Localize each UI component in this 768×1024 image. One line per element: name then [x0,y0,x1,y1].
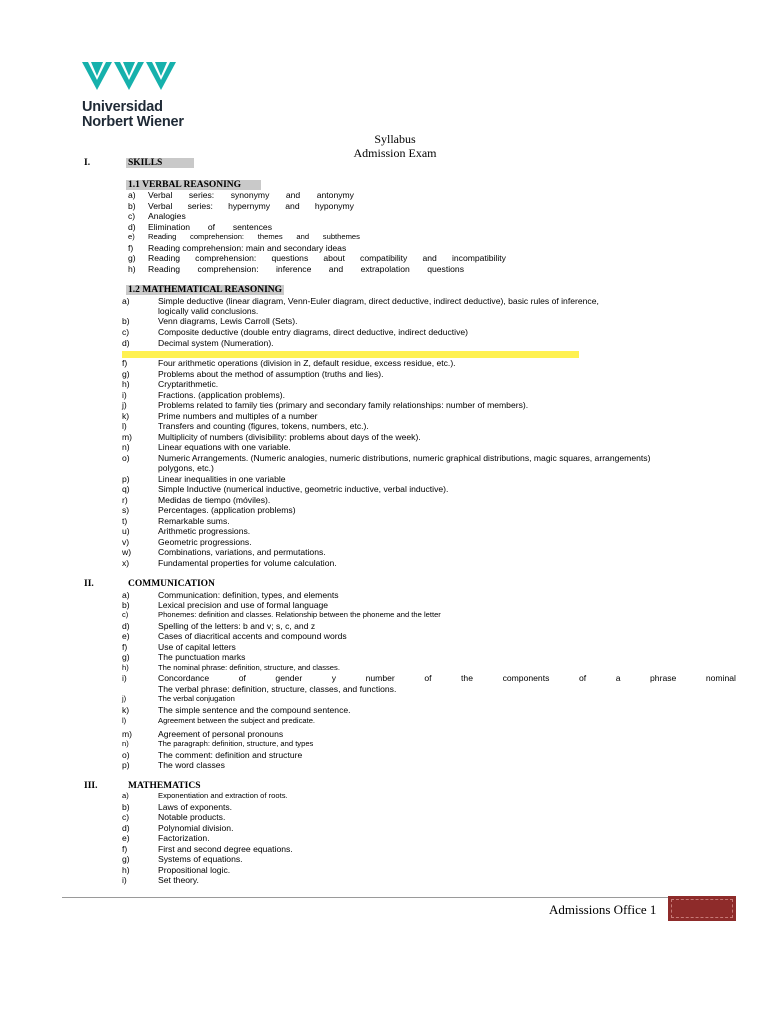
list-item-text: Agreement of personal pronouns [158,729,284,739]
list-item-text: The nominal phrase: definition, structure, and classes. [158,663,340,672]
subsection-heading-verbal: 1.1 VERBAL REASONING [126,180,261,190]
word: number [365,673,395,683]
doc-subtitle: Admission Exam [353,146,437,160]
list-item-letter: i) [122,875,127,885]
list-item-letter: f) [122,844,128,854]
word: Reading [148,253,181,263]
word: series: [188,190,215,200]
list-item-text [148,201,354,211]
word: of [207,222,216,232]
list-item-text: Fundamental properties for volume calculation. [158,558,337,568]
list-item-letter: a) [122,791,129,800]
list-item-text: Simple deductive (linear diagram, Venn-Euler diagram, direct deductive, indirect deductive), basic rules of inference, [158,296,599,306]
word: Reading comprehension: main and secondary ideas [148,243,347,253]
list-item-text: Four arithmetic operations (division in Z, default residue, excess residue, etc.). [158,358,456,368]
word: components [502,673,550,683]
list-item-letter: p) [122,474,130,484]
list-item-text: Combinations, variations, and permutations. [158,547,326,557]
word: and [285,190,301,200]
list-item-letter: b) [122,600,130,610]
word: phrase [650,673,677,683]
list-item-letter: n) [122,739,129,748]
list-item-text: polygons, etc.) [158,463,214,473]
list-item-letter: e) [128,232,135,241]
word: Reading [148,264,181,274]
list-item-letter: d) [122,338,130,348]
list-item-text: Use of capital letters [158,642,236,652]
list-item-text: Lexical precision and use of formal language [158,600,329,610]
list-item-letter: a) [128,190,136,200]
list-item-text: First and second degree equations. [158,844,293,854]
word: synonymy [230,190,270,200]
list-item-letter: x) [122,558,130,568]
word: compatibility [360,253,408,263]
list-item-letter: i) [122,390,127,400]
logo-line-1: Universidad [82,99,163,115]
word: a [615,673,621,683]
section-numeral-2: II. [84,579,94,589]
list-item-text [148,211,186,221]
list-item-letter: a) [122,590,130,600]
list-item-letter: c) [122,610,129,619]
list-item-letter: h) [128,264,136,274]
section-numeral-3: III. [84,781,98,791]
word: of [424,673,432,683]
list-item-letter: c) [122,327,130,337]
word: of [238,673,246,683]
list-item-letter: j) [122,694,127,703]
list-item-text: Exponentiation and extraction of roots. [158,791,288,800]
list-item-text: Cases of diacritical accents and compound words [158,631,347,641]
word: subthemes [322,232,360,241]
list-item-text: Fractions. (application problems). [158,390,286,400]
list-item-letter: f) [128,243,134,253]
word: Verbal [148,201,173,211]
list-item-letter: w) [122,547,132,557]
word: and [328,264,344,274]
list-item-letter: g) [122,854,130,864]
list-item-letter: v) [122,537,130,547]
list-item-letter: h) [122,865,130,875]
word: y [331,673,337,683]
list-item-text: Remarkable sums. [158,516,230,526]
list-item-letter: n) [122,442,130,452]
list-item-text: Medidas de tiempo (móviles). [158,495,271,505]
list-item-text: The verbal conjugation [158,694,235,703]
list-item-letter: f) [122,358,128,368]
list-item-letter: k) [122,411,130,421]
list-item-letter: f) [122,642,128,652]
list-item-text: Spelling of the letters: b and v; s, c, and z [158,621,316,631]
list-item-text: Prime numbers and multiples of a number [158,411,318,421]
list-item-text [148,253,506,263]
list-item-letter: j) [122,400,127,410]
list-item-letter: g) [122,652,130,662]
list-item-text: Propositional logic. [158,865,231,875]
list-item-letter: l) [122,716,127,725]
list-item-letter: h) [122,379,130,389]
list-item-letter: o) [122,453,130,463]
list-item-text [148,232,360,242]
list-item-letter: h) [122,663,129,672]
list-item-text: Composite deductive (double entry diagrams, direct deductive, indirect deductive) [158,327,469,337]
word: Elimination [148,222,191,232]
list-item-text: Problems related to family ties (primary and secondary family relationships: number of members). [158,400,529,410]
list-item-text [158,673,736,683]
list-item-letter: m) [122,432,133,442]
list-item-text: Linear inequalities in one variable [158,474,286,484]
list-item-text [148,243,346,253]
subsection-heading-math-reasoning: 1.2 MATHEMATICAL REASONING [128,285,283,295]
list-item-text [148,264,464,274]
word: Analogies [148,211,186,221]
list-item-text: Notable products. [158,812,226,822]
list-item-letter: g) [128,253,136,263]
list-item-text: Linear equations with one variable. [158,442,291,452]
list-item-text: Phonemes: definition and classes. Relationship between the phoneme and the letter [158,610,441,619]
list-item-text: Transfers and counting (figures, tokens, numbers, etc.). [158,421,369,431]
word: about [323,253,345,263]
list-item-letter: o) [122,750,130,760]
word: the [461,673,473,683]
list-item-letter: a) [122,296,130,306]
word: and [285,201,300,211]
list-item-text [148,190,354,200]
list-item-text: The comment: definition and structure [158,750,303,760]
word: inference [276,264,312,274]
list-item-text: Venn diagrams, Lewis Carroll (Sets). [158,316,298,326]
word: questions [271,253,309,263]
footer-color-box [668,896,736,921]
list-item-text: Systems of equations. [158,854,243,864]
word: comprehension: [190,232,245,241]
word: antonymy [316,190,354,200]
word: extrapolation [360,264,410,274]
list-item-letter: q) [122,484,130,494]
list-item-text: Percentages. (application problems) [158,505,296,515]
list-item-letter: b) [128,201,136,211]
list-item-letter: u) [122,526,130,536]
word: and [422,253,437,263]
list-item-text: Factorization. [158,833,210,843]
word: hypernymy [228,201,271,211]
list-item-text: Multiplicity of numbers (divisibility: problems about days of the week). [158,432,421,442]
word: nominal [705,673,736,683]
word: comprehension: [197,264,259,274]
list-item-text: Numeric Arrangements. (Numeric analogies, numeric distributions, numeric graphical distributions, magic squares, arrangements) [158,453,651,463]
list-item-text [148,222,272,232]
list-item-text: logically valid conclusions. [158,306,259,316]
list-item-letter: d) [122,823,130,833]
word: of [578,673,587,683]
list-item-letter: c) [122,812,130,822]
list-item-letter: p) [122,760,130,770]
list-item-letter: k) [122,705,130,715]
word: hyponymy [314,201,354,211]
list-item-letter: r) [122,495,128,505]
list-item-letter: g) [122,369,130,379]
section-heading-communication: COMMUNICATION [128,579,215,589]
word: Verbal [148,190,173,200]
list-item-letter: l) [122,421,127,431]
list-item-text: The verbal phrase: definition, structure, classes, and functions. [158,684,397,694]
list-item-text: Decimal system (Numeration). [158,338,274,348]
list-item-letter: t) [122,516,128,526]
list-item-text: Geometric progressions. [158,537,252,547]
list-item-text: The simple sentence and the compound sentence. [158,705,351,715]
doc-title: Syllabus [374,132,416,146]
list-item-letter: e) [122,833,130,843]
footer-divider [62,897,736,898]
list-item-letter: d) [128,222,136,232]
word: gender [275,673,303,683]
list-item-letter: b) [122,316,130,326]
list-item-letter: b) [122,802,130,812]
yellow-highlight-bar [122,351,579,358]
word: Reading [148,232,177,241]
word: incompatibility [451,253,506,263]
list-item-letter: c) [128,211,136,221]
list-item-text: Set theory. [158,875,199,885]
logo-wordmark [82,100,184,130]
word: comprehension: [195,253,257,263]
list-item-text: The paragraph: definition, structure, and types [158,739,314,748]
list-item-text: Cryptarithmetic. [158,379,219,389]
section-numeral-1: I. [84,158,91,168]
list-item-letter: i) [122,673,127,683]
word: questions [427,264,464,274]
list-item-text: The punctuation marks [158,652,246,662]
logo-line-2: Norbert Wiener [82,114,184,130]
word: Concordance [158,673,210,683]
list-item-letter: d) [122,621,130,631]
footer-text: Admissions Office 1 [549,902,657,917]
list-item-text: Problems about the method of assumption (truths and lies). [158,369,384,379]
list-item-letter: s) [122,505,130,515]
list-item-text: Laws of exponents. [158,802,233,812]
list-item-text: Communication: definition, types, and elements [158,590,339,600]
list-item-letter: e) [122,631,130,641]
list-item-letter: m) [122,729,133,739]
word: and [296,232,310,241]
word: sentences [232,222,272,232]
word: themes [257,232,283,241]
list-item-text: The word classes [158,760,225,770]
university-logo-icon [82,58,194,98]
section-heading-mathematics: MATHEMATICS [128,781,201,791]
list-item-text: Simple Inductive (numerical inductive, geometric inductive, verbal inductive). [158,484,449,494]
list-item-text: Agreement between the subject and predicate. [158,716,316,725]
list-item-text: Polynomial division. [158,823,234,833]
word: series: [187,201,213,211]
list-item-text: Arithmetic progressions. [158,526,251,536]
section-heading-skills: SKILLS [126,158,194,168]
